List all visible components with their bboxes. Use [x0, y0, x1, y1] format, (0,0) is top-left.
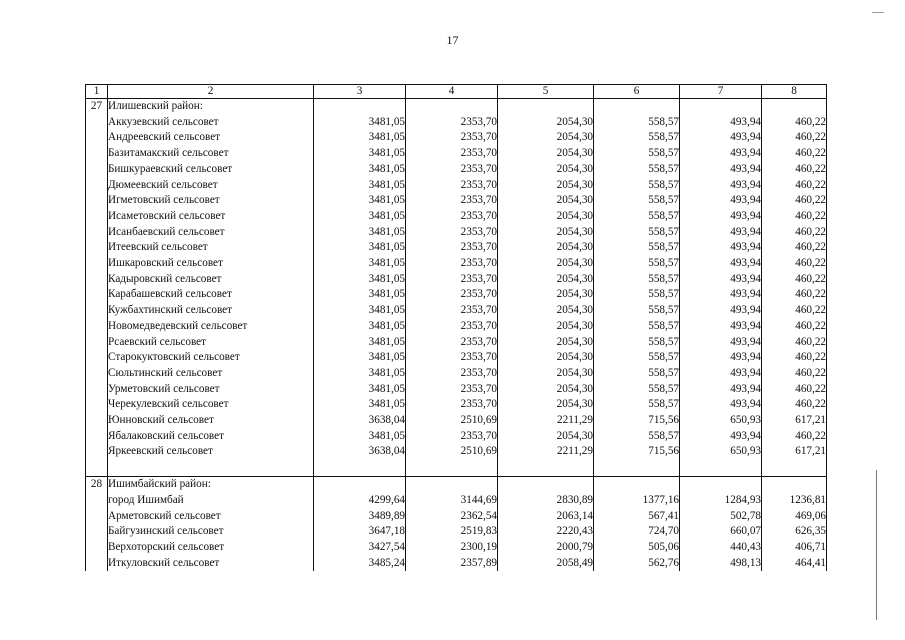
value-cell: 493,94: [680, 130, 762, 146]
value-cell: 617,21: [762, 444, 827, 460]
settlement-name: Ишкаровский сельсовет: [108, 256, 314, 272]
table-row: [86, 366, 827, 382]
value-cell: 4299,64: [314, 493, 406, 509]
settlement-name: Дюмеевский сельсовет: [108, 178, 314, 194]
value-cell: 2353,70: [406, 382, 498, 398]
empty-cell: [86, 209, 108, 225]
value-cell: 493,94: [680, 162, 762, 178]
value-cell: 493,94: [680, 256, 762, 272]
value-cell: 3481,05: [314, 272, 406, 288]
empty-cell: [86, 130, 108, 146]
spacer-cell: [314, 460, 406, 477]
value-cell: 558,57: [594, 382, 680, 398]
settlement-name: Исаметовский сельсовет: [108, 209, 314, 225]
value-cell: 2353,70: [406, 225, 498, 241]
value-cell: 3481,05: [314, 319, 406, 335]
value-cell: 3481,05: [314, 287, 406, 303]
spacer-cell: [86, 460, 108, 477]
value-cell: 558,57: [594, 146, 680, 162]
value-cell: 558,57: [594, 272, 680, 288]
value-cell: 3481,05: [314, 350, 406, 366]
column-header: 7: [680, 85, 762, 99]
value-cell: 493,94: [680, 225, 762, 241]
value-cell: 440,43: [680, 540, 762, 556]
empty-cell: [680, 99, 762, 115]
value-cell: 2357,89: [406, 556, 498, 572]
value-cell: 493,94: [680, 429, 762, 445]
table-row: [86, 335, 827, 351]
empty-cell: [594, 99, 680, 115]
table-row: [86, 303, 827, 319]
value-cell: 2353,70: [406, 178, 498, 194]
value-cell: 460,22: [762, 350, 827, 366]
table-row: [86, 209, 827, 225]
value-cell: 1284,93: [680, 493, 762, 509]
settlement-name: Кадыровский сельсовет: [108, 272, 314, 288]
spacer-cell: [762, 460, 827, 477]
column-header: 4: [406, 85, 498, 99]
column-header: 1: [86, 85, 108, 99]
value-cell: 2054,30: [498, 287, 594, 303]
empty-cell: [498, 99, 594, 115]
district-number: 28: [86, 477, 108, 493]
value-cell: 3144,69: [406, 493, 498, 509]
value-cell: 2054,30: [498, 193, 594, 209]
empty-cell: [86, 335, 108, 351]
value-cell: 2054,30: [498, 146, 594, 162]
table-row: [86, 429, 827, 445]
spacer-cell: [406, 460, 498, 477]
value-cell: 3481,05: [314, 178, 406, 194]
empty-cell: [406, 99, 498, 115]
value-cell: 2054,30: [498, 256, 594, 272]
value-cell: 3481,05: [314, 335, 406, 351]
district-row: [86, 99, 827, 115]
value-cell: 558,57: [594, 303, 680, 319]
table-row: [86, 350, 827, 366]
value-cell: 493,94: [680, 319, 762, 335]
value-cell: 493,94: [680, 272, 762, 288]
settlement-name: Ябалаковский сельсовет: [108, 429, 314, 445]
value-cell: 558,57: [594, 240, 680, 256]
empty-cell: [86, 444, 108, 460]
value-cell: 460,22: [762, 146, 827, 162]
empty-cell: [86, 178, 108, 194]
table-row: [86, 493, 827, 509]
value-cell: 650,93: [680, 413, 762, 429]
empty-cell: [86, 509, 108, 525]
value-cell: 2353,70: [406, 335, 498, 351]
value-cell: 2353,70: [406, 366, 498, 382]
value-cell: 2300,19: [406, 540, 498, 556]
value-cell: 2353,70: [406, 350, 498, 366]
value-cell: 2519,83: [406, 524, 498, 540]
value-cell: 2353,70: [406, 397, 498, 413]
value-cell: 502,78: [680, 509, 762, 525]
empty-cell: [86, 256, 108, 272]
column-header: 3: [314, 85, 406, 99]
table-row: [86, 509, 827, 525]
value-cell: 558,57: [594, 335, 680, 351]
value-cell: 3427,54: [314, 540, 406, 556]
value-cell: 558,57: [594, 225, 680, 241]
settlement-name: Арметовский сельсовет: [108, 509, 314, 525]
empty-cell: [86, 240, 108, 256]
value-cell: 617,21: [762, 413, 827, 429]
table-row: [86, 162, 827, 178]
value-cell: 558,57: [594, 209, 680, 225]
value-cell: 460,22: [762, 366, 827, 382]
value-cell: 558,57: [594, 429, 680, 445]
value-cell: 2054,30: [498, 225, 594, 241]
value-cell: 3638,04: [314, 444, 406, 460]
value-cell: 469,06: [762, 509, 827, 525]
value-cell: 2000,79: [498, 540, 594, 556]
value-cell: 3481,05: [314, 193, 406, 209]
empty-cell: [86, 272, 108, 288]
district-title: Илишевский район:: [108, 99, 314, 115]
value-cell: 2362,54: [406, 509, 498, 525]
empty-cell: [86, 397, 108, 413]
value-cell: 558,57: [594, 319, 680, 335]
value-cell: 2058,49: [498, 556, 594, 572]
value-cell: 562,76: [594, 556, 680, 572]
value-cell: 2353,70: [406, 319, 498, 335]
table-row: [86, 193, 827, 209]
value-cell: 2353,70: [406, 303, 498, 319]
table-row: [86, 130, 827, 146]
settlement-name: Новомедведевский сельсовет: [108, 319, 314, 335]
value-cell: 2353,70: [406, 193, 498, 209]
table-row: [86, 115, 827, 131]
value-cell: 493,94: [680, 115, 762, 131]
table-row: [86, 382, 827, 398]
value-cell: 493,94: [680, 382, 762, 398]
value-cell: 2220,43: [498, 524, 594, 540]
value-cell: 460,22: [762, 287, 827, 303]
value-cell: 2054,30: [498, 240, 594, 256]
empty-cell: [86, 493, 108, 509]
value-cell: 3489,89: [314, 509, 406, 525]
settlement-name: Итеевский сельсовет: [108, 240, 314, 256]
value-cell: 3481,05: [314, 240, 406, 256]
settlement-name: Юнновский сельсовет: [108, 413, 314, 429]
page-number: 17: [446, 33, 459, 47]
settlement-name: Сюльтинский сельсовет: [108, 366, 314, 382]
value-cell: 2353,70: [406, 272, 498, 288]
value-cell: 2353,70: [406, 287, 498, 303]
table-row: [86, 524, 827, 540]
value-cell: 715,56: [594, 413, 680, 429]
value-cell: 2054,30: [498, 162, 594, 178]
value-cell: 3481,05: [314, 397, 406, 413]
table-row: [86, 413, 827, 429]
value-cell: 493,94: [680, 335, 762, 351]
settlement-name: Карабашевский сельсовет: [108, 287, 314, 303]
table-row: [86, 225, 827, 241]
value-cell: 558,57: [594, 178, 680, 194]
value-cell: 3481,05: [314, 225, 406, 241]
spacer-cell: [680, 460, 762, 477]
table-row: [86, 272, 827, 288]
spacer-cell: [594, 460, 680, 477]
value-cell: 3481,05: [314, 366, 406, 382]
value-cell: 558,57: [594, 287, 680, 303]
value-cell: 724,70: [594, 524, 680, 540]
value-cell: 493,94: [680, 209, 762, 225]
value-cell: 3481,05: [314, 429, 406, 445]
value-cell: 2353,70: [406, 130, 498, 146]
value-cell: 2063,14: [498, 509, 594, 525]
value-cell: 3485,24: [314, 556, 406, 572]
value-cell: 2353,70: [406, 240, 498, 256]
value-cell: 2054,30: [498, 366, 594, 382]
table-body: [86, 85, 827, 572]
value-cell: 460,22: [762, 256, 827, 272]
settlement-name: Андреевский сельсовет: [108, 130, 314, 146]
value-cell: 3481,05: [314, 146, 406, 162]
table-row: [86, 319, 827, 335]
empty-cell: [762, 99, 827, 115]
empty-cell: [86, 556, 108, 572]
value-cell: 3481,05: [314, 130, 406, 146]
settlement-name: Базитамакский сельсовет: [108, 146, 314, 162]
table-row: [86, 397, 827, 413]
table-row: [86, 240, 827, 256]
spacer-cell: [108, 460, 314, 477]
spacer-cell: [498, 460, 594, 477]
value-cell: 558,57: [594, 115, 680, 131]
column-header: 2: [108, 85, 314, 99]
value-cell: 2353,70: [406, 115, 498, 131]
district-row: [86, 477, 827, 493]
empty-cell: [86, 524, 108, 540]
empty-cell: [594, 477, 680, 493]
value-cell: 2353,70: [406, 256, 498, 272]
district-number: 27: [86, 99, 108, 115]
value-cell: 406,71: [762, 540, 827, 556]
spacer-row: [86, 460, 827, 477]
value-cell: 558,57: [594, 130, 680, 146]
empty-cell: [86, 319, 108, 335]
value-cell: 3481,05: [314, 256, 406, 272]
column-header: 6: [594, 85, 680, 99]
table-row: [86, 146, 827, 162]
empty-cell: [406, 477, 498, 493]
edge-mark: [876, 470, 877, 620]
value-cell: 2054,30: [498, 115, 594, 131]
empty-cell: [314, 477, 406, 493]
value-cell: 558,57: [594, 366, 680, 382]
empty-cell: [86, 225, 108, 241]
value-cell: 2054,30: [498, 429, 594, 445]
empty-cell: [314, 99, 406, 115]
settlement-name: Игметовский сельсовет: [108, 193, 314, 209]
value-cell: 493,94: [680, 350, 762, 366]
value-cell: 558,57: [594, 193, 680, 209]
settlement-name: Исанбаевский сельсовет: [108, 225, 314, 241]
settlement-name: Бишкураевский сельсовет: [108, 162, 314, 178]
value-cell: 460,22: [762, 209, 827, 225]
column-header: 5: [498, 85, 594, 99]
settlement-name: Иткуловский сельсовет: [108, 556, 314, 572]
value-cell: 2054,30: [498, 272, 594, 288]
value-cell: 493,94: [680, 240, 762, 256]
value-cell: 2054,30: [498, 209, 594, 225]
settlement-name: город Ишимбай: [108, 493, 314, 509]
empty-cell: [498, 477, 594, 493]
empty-cell: [86, 366, 108, 382]
empty-cell: [86, 115, 108, 131]
value-cell: 2211,29: [498, 413, 594, 429]
value-cell: 558,57: [594, 350, 680, 366]
value-cell: 505,06: [594, 540, 680, 556]
value-cell: 2510,69: [406, 413, 498, 429]
value-cell: 558,57: [594, 397, 680, 413]
settlement-name: Яркеевский сельсовет: [108, 444, 314, 460]
value-cell: 2054,30: [498, 335, 594, 351]
value-cell: 460,22: [762, 429, 827, 445]
value-cell: 498,13: [680, 556, 762, 572]
settlement-name: Байгузинский сельсовет: [108, 524, 314, 540]
settlement-name: Аккузевский сельсовет: [108, 115, 314, 131]
value-cell: 2353,70: [406, 162, 498, 178]
value-cell: 2054,30: [498, 130, 594, 146]
value-cell: 460,22: [762, 178, 827, 194]
value-cell: 460,22: [762, 272, 827, 288]
value-cell: 3638,04: [314, 413, 406, 429]
table-row: [86, 178, 827, 194]
table-row: [86, 287, 827, 303]
value-cell: 2054,30: [498, 303, 594, 319]
value-cell: 2830,89: [498, 493, 594, 509]
empty-cell: [86, 350, 108, 366]
value-cell: 2353,70: [406, 429, 498, 445]
empty-cell: [86, 429, 108, 445]
value-cell: 493,94: [680, 397, 762, 413]
value-cell: 460,22: [762, 162, 827, 178]
empty-cell: [86, 162, 108, 178]
value-cell: 460,22: [762, 130, 827, 146]
settlement-name: Старокуктовский сельсовет: [108, 350, 314, 366]
district-title: Ишимбайский район:: [108, 477, 314, 493]
table-row: [86, 444, 827, 460]
table-row: [86, 540, 827, 556]
value-cell: 3481,05: [314, 303, 406, 319]
value-cell: 3647,18: [314, 524, 406, 540]
value-cell: 3481,05: [314, 162, 406, 178]
value-cell: 493,94: [680, 178, 762, 194]
value-cell: 3481,05: [314, 382, 406, 398]
value-cell: 3481,05: [314, 115, 406, 131]
value-cell: 493,94: [680, 193, 762, 209]
table-row: [86, 556, 827, 572]
settlement-name: Верхоторский сельсовет: [108, 540, 314, 556]
value-cell: 493,94: [680, 146, 762, 162]
corner-mark: [872, 12, 884, 13]
value-cell: 460,22: [762, 303, 827, 319]
value-cell: 1236,81: [762, 493, 827, 509]
value-cell: 2211,29: [498, 444, 594, 460]
value-cell: 2353,70: [406, 146, 498, 162]
tariff-table: [85, 84, 827, 571]
value-cell: 460,22: [762, 319, 827, 335]
value-cell: 493,94: [680, 287, 762, 303]
value-cell: 1377,16: [594, 493, 680, 509]
empty-cell: [86, 193, 108, 209]
value-cell: 460,22: [762, 240, 827, 256]
value-cell: 2054,30: [498, 319, 594, 335]
value-cell: 493,94: [680, 303, 762, 319]
value-cell: 460,22: [762, 225, 827, 241]
empty-cell: [680, 477, 762, 493]
value-cell: 460,22: [762, 335, 827, 351]
empty-cell: [86, 303, 108, 319]
value-cell: 2510,69: [406, 444, 498, 460]
empty-cell: [86, 413, 108, 429]
table-row: [86, 256, 827, 272]
value-cell: 2054,30: [498, 178, 594, 194]
table-header-row: [86, 85, 827, 99]
value-cell: 3481,05: [314, 209, 406, 225]
value-cell: 2353,70: [406, 209, 498, 225]
settlement-name: Черекулевский сельсовет: [108, 397, 314, 413]
settlement-name: Кужбахтинский сельсовет: [108, 303, 314, 319]
empty-cell: [86, 382, 108, 398]
value-cell: 2054,30: [498, 350, 594, 366]
value-cell: 460,22: [762, 397, 827, 413]
settlement-name: Рсаевский сельсовет: [108, 335, 314, 351]
empty-cell: [762, 477, 827, 493]
value-cell: 460,22: [762, 193, 827, 209]
value-cell: 493,94: [680, 366, 762, 382]
value-cell: 2054,30: [498, 397, 594, 413]
empty-cell: [86, 287, 108, 303]
value-cell: 715,56: [594, 444, 680, 460]
value-cell: 460,22: [762, 115, 827, 131]
value-cell: 2054,30: [498, 382, 594, 398]
empty-cell: [86, 540, 108, 556]
empty-cell: [86, 146, 108, 162]
value-cell: 567,41: [594, 509, 680, 525]
value-cell: 650,93: [680, 444, 762, 460]
value-cell: 626,35: [762, 524, 827, 540]
value-cell: 558,57: [594, 162, 680, 178]
value-cell: 660,07: [680, 524, 762, 540]
value-cell: 464,41: [762, 556, 827, 572]
column-header: 8: [762, 85, 827, 99]
settlement-name: Урметовский сельсовет: [108, 382, 314, 398]
value-cell: 558,57: [594, 256, 680, 272]
value-cell: 460,22: [762, 382, 827, 398]
